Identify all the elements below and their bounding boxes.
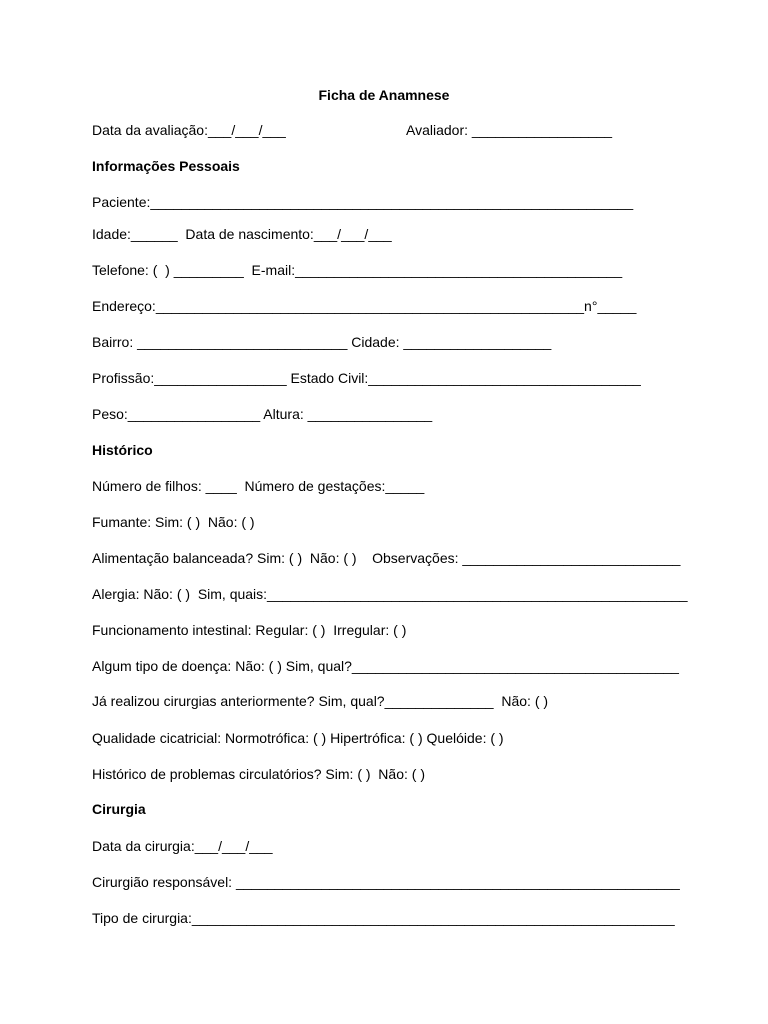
surgery-type-field[interactable]: Tipo de cirurgia:______________________________________________________________ [92,910,675,926]
phone-email-field[interactable]: Telefone: ( ) _________ E-mail:__________________________________________ [92,262,623,278]
page-title: Ficha de Anamnese [318,87,450,103]
previous-surgeries-field[interactable]: Já realizou cirurgias anteriormente? Sim, qual?______________ Não: ( ) [92,693,549,709]
surgeon-field[interactable]: Cirurgião responsável: _________________________________________________________ [92,874,680,890]
evaluator-field[interactable]: Avaliador: __________________ [406,122,613,138]
bowel-function-field[interactable]: Funcionamento intestinal: Regular: ( ) Irregular: ( ) [92,622,407,638]
surgery-date-field[interactable]: Data da cirurgia:___/___/___ [92,838,273,854]
district-city-field[interactable]: Bairro: ___________________________ Cidade: ___________________ [92,334,552,350]
section-heading-surgery: Cirurgia [92,801,146,817]
profession-civil-status-field[interactable]: Profissão:_________________ Estado Civil:___________________________________ [92,370,641,386]
smoker-field[interactable]: Fumante: Sim: ( ) Não: ( ) [92,514,255,530]
circulatory-history-field[interactable]: Histórico de problemas circulatórios? Sim: ( ) Não: ( ) [92,766,425,782]
weight-height-field[interactable]: Peso:_________________ Altura: ________________ [92,406,433,422]
children-pregnancies-field[interactable]: Número de filhos: ____ Número de gestações:_____ [92,478,425,494]
evaluation-date-field[interactable]: Data da avaliação:___/___/___ [92,122,286,138]
allergy-field[interactable]: Alergia: Não: ( ) Sim, quais:______________________________________________________ [92,586,688,602]
patient-field[interactable]: Paciente:______________________________________________________________ [92,194,634,210]
address-field[interactable]: Endereço:_______________________________________________________n°_____ [92,298,637,314]
age-birthdate-field[interactable]: Idade:______ Data de nascimento:___/___/___ [92,226,392,242]
disease-field[interactable]: Algum tipo de doença: Não: ( ) Sim, qual?__________________________________________ [92,658,679,674]
balanced-diet-field[interactable]: Alimentação balanceada? Sim: ( ) Não: ( ) Observações: ____________________________ [92,550,681,566]
section-heading-personal: Informações Pessoais [92,158,240,174]
scar-quality-field[interactable]: Qualidade cicatricial: Normotrófica: ( ) Hipertrófica: ( ) Quelóide: ( ) [92,730,504,746]
section-heading-history: Histórico [92,442,153,458]
